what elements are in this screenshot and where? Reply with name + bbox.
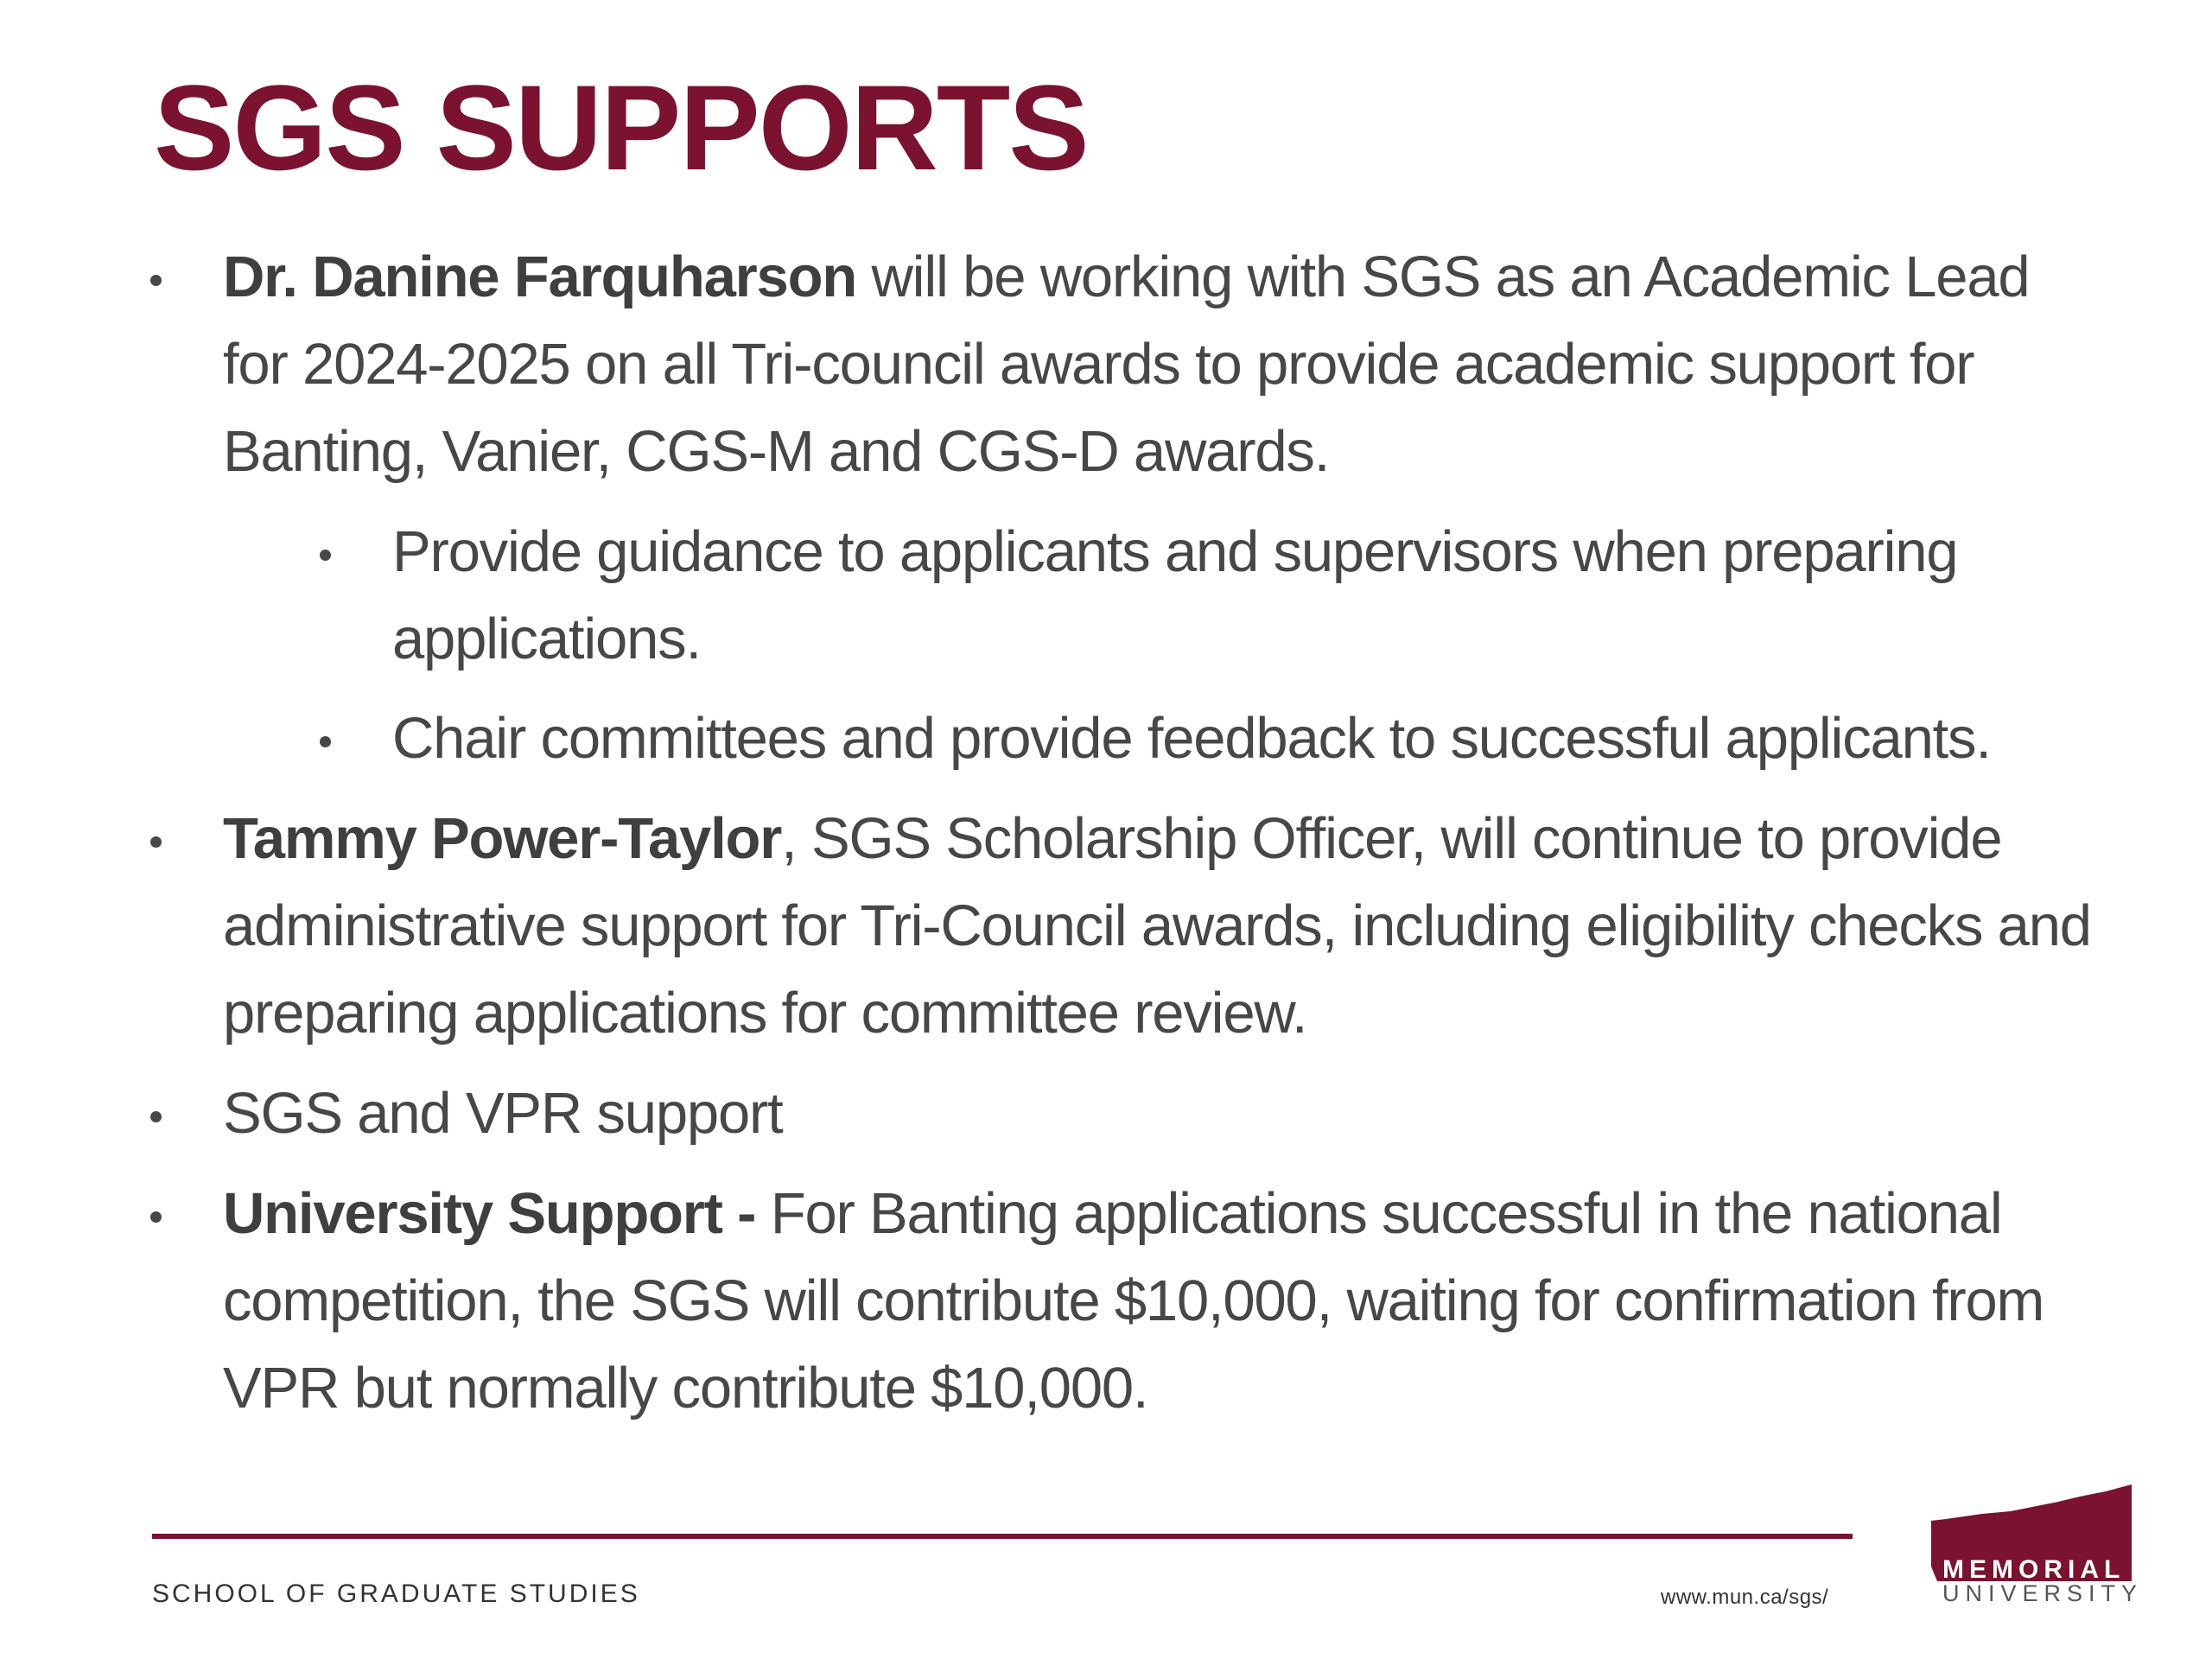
sub-bullet-item-guidance: Provide guidance to applicants and supervisors when preparing applications. — [392, 519, 1958, 671]
bullet-marker — [150, 1111, 162, 1122]
bullet-item-power-taylor — [223, 795, 2107, 1057]
sub-bullet-marker — [320, 550, 331, 561]
bullet-marker — [150, 836, 162, 848]
logo-text-memorial: MEMORIAL — [1942, 1555, 2126, 1584]
bullet-bold-text: Dr. Danine Farquharson — [223, 245, 857, 309]
bullet-text: SGS and VPR support — [223, 1081, 783, 1146]
slide-title: SGS SUPPORTS — [154, 60, 1088, 195]
footer-url: www.mun.ca/sgs/ — [1661, 1586, 1829, 1609]
bullet-item-university-support — [223, 1170, 2107, 1432]
bullet-text: , SGS Scholarship Officer, will continue to provide administrative support for Tri-Council awards, including eligibility checks and preparing applications for committee review. — [223, 806, 2091, 1046]
bullet-item-farquharson — [223, 233, 2107, 495]
bullet-text: For Banting applications successful in the national competition, the SGS will contribute $10,000, waiting for confirmation from VPR but normally contribute $10,000. — [223, 1181, 2044, 1421]
bullet-bold-text: University Support - — [223, 1181, 771, 1246]
bullet-item-sgs-vpr — [223, 1070, 2107, 1157]
sub-bullet-item-chair: Chair committees and provide feedback to successful applicants. — [392, 706, 1991, 771]
footer-school-name: SCHOOL OF GRADUATE STUDIES — [152, 1580, 640, 1608]
bullet-marker — [150, 275, 162, 286]
bullet-marker — [150, 1211, 162, 1223]
bullet-text: will be working with SGS as an Academic Lead for 2024-2025 on all Tri-council awards to provide academic support for Banting, Vanier, CGS-M and CGS-D awards. — [223, 245, 2030, 484]
bullet-bold-text: Tammy Power-Taylor — [223, 806, 782, 871]
logo-text-university: UNIVERSITY — [1942, 1580, 2144, 1606]
sub-bullet-marker — [320, 736, 331, 747]
footer-divider — [152, 1534, 1853, 1539]
